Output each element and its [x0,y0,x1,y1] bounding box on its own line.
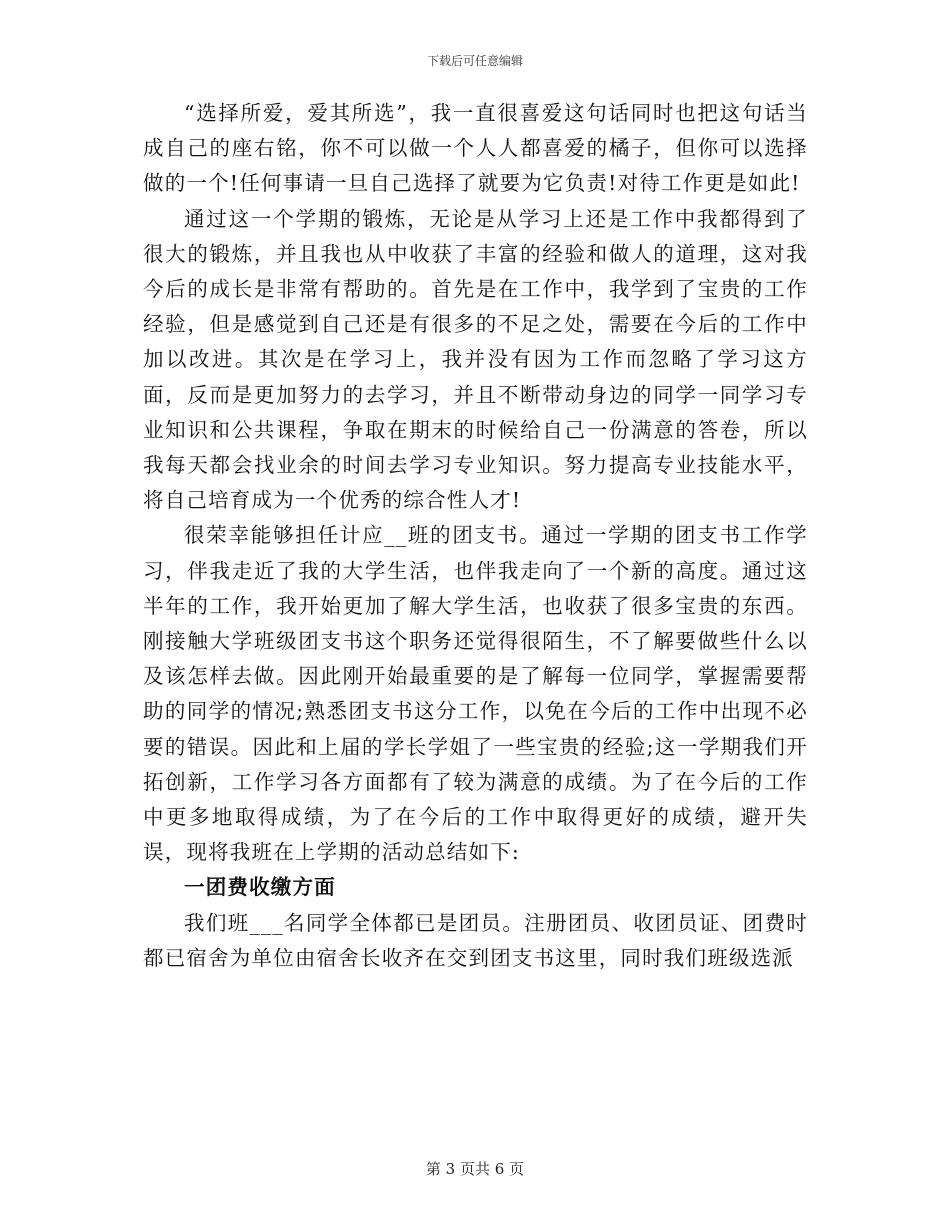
section-heading-dues: 一团费收缴方面 [184,875,336,900]
page-header-note: 下载后可任意编辑 [426,54,523,68]
document-body [143,96,808,976]
paragraph-semester-growth: 通过这一个学期的锻炼，无论是从学习上还是工作中我都得到了很大的锻炼，并且我也从中收获了丰富的经验和做人的道理，这对我今后的成长是非常有帮助的。首先是在工作中，我学到了宝贵的工作经验，但是感觉到自己还是有很多的不足之处，需要在今后的工作中加以改进。其次是在学习上，我并没有因为工作而忽略了学习这方面，反而是更加努力的去学习，并且不断带动身边的同学一同学习专业知识和公共课程，争取在期末的时候给自己一份满意的答卷，所以我每天都会找业余的时间去学习专业知识。努力提高专业技能水平，将自己培育成为一个优秀的综合性人才! [143,206,808,513]
page-number-footer: 第 3 页共 6 页 [425,1160,525,1178]
paragraph-league-secretary: 很荣幸能够担任计应__班的团支书。通过一学期的团支书工作学习，伴我走近了我的大学生活，也伴我走向了一个新的高度。通过这半年的工作，我开始更加了解大学生活，也收获了很多宝贵的东西。刚接触大学班级团支书这个职务还觉得很陌生，不了解要做些什么以及该怎样去做。因此刚开始最重要的是了解每一位同学，掌握需要帮助的同学的情况;熟悉团支书这分工作，以免在今后的工作中出现不必要的错误。因此和上届的学长学姐了一些宝贵的经验;这一学期我们开拓创新，工作学习各方面都有了较为满意的成绩。为了在今后的工作中更多地取得成绩，为了在今后的工作中取得更好的成绩，避开失误，现将我班在上学期的活动总结如下: [143,523,808,865]
paragraph-dues-collection: 我们班___名同学全体都已是团员。注册团员、收团员证、团费时都已宿舍为单位由宿舍长收齐在交到团支书这里，同时我们班级选派 [143,910,808,970]
paragraph-motto: “选择所爱，爱其所选”，我一直很喜爱这句话同时也把这句话当成自己的座右铭，你不可以做一个人人都喜爱的橘子，但你可以选择做的一个!任何事请一旦自己选择了就要为它负责!对待工作更是如此! [143,101,808,196]
